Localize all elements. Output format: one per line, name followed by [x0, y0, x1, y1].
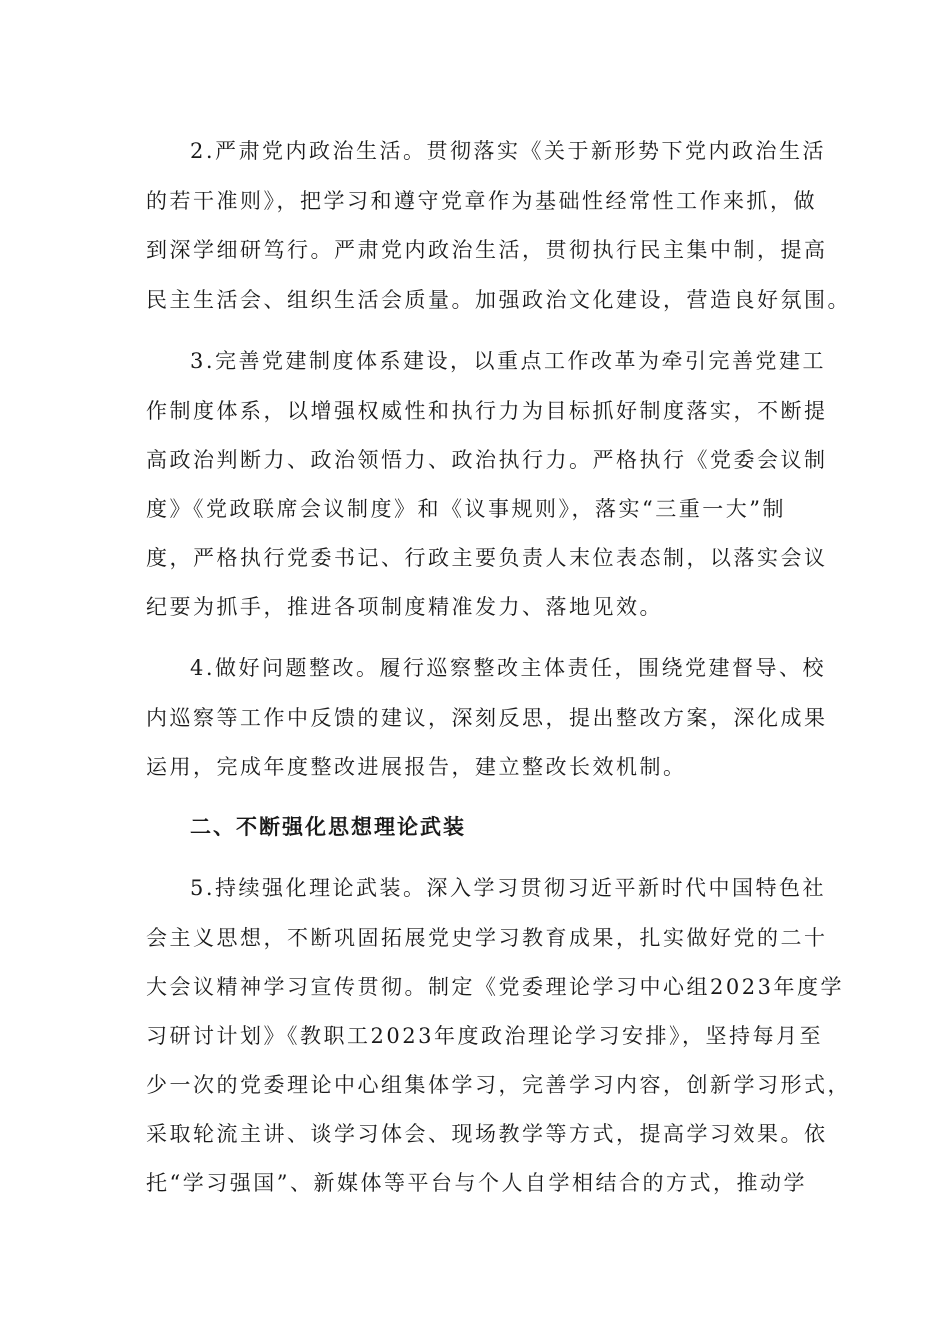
paragraph-5-line-3: 大会议精神学习宣传贯彻。制定《党委理论学习中心组2023年度学	[146, 975, 844, 999]
paragraph-3-line-4: 度》《党政联席会议制度》和《议事规则》，落实“三重一大”制	[146, 497, 786, 521]
paragraph-3-line-6: 纪要为抓手，推进各项制度精准发力、落地见效。	[146, 595, 663, 619]
paragraph-2-line-3: 到深学细研笃行。严肃党内政治生活，贯彻执行民主集中制，提高	[146, 238, 828, 262]
paragraph-3-line-5: 度，严格执行党委书记、行政主要负责人末位表态制，以落实会议	[146, 546, 828, 570]
paragraph-4-line-3: 运用，完成年度整改进展报告，建立整改长效机制。	[146, 755, 687, 779]
paragraph-5-line-5: 少一次的党委理论中心组集体学习，完善学习内容，创新学习形式，	[146, 1073, 851, 1097]
paragraph-2-line-1: 2.严肃党内政治生活。贯彻落实《关于新形势下党内政治生活	[190, 139, 827, 163]
paragraph-3-line-2: 作制度体系，以增强权威性和执行力为目标抓好制度落实，不断提	[146, 399, 828, 423]
paragraph-5-line-1: 5.持续强化理论武装。深入学习贯彻习近平新时代中国特色社	[190, 876, 827, 900]
paragraph-5-line-6: 采取轮流主讲、谈学习体会、现场教学等方式，提高学习效果。依	[146, 1122, 828, 1146]
paragraph-3-line-3: 高政治判断力、政治领悟力、政治执行力。严格执行《党委会议制	[146, 448, 828, 472]
paragraph-5-line-4: 习研讨计划》《教职工2023年度政治理论学习安排》，坚持每月至	[146, 1024, 823, 1048]
paragraph-4-line-1: 4.做好问题整改。履行巡察整改主体责任，围绕党建督导、校	[190, 656, 827, 680]
paragraph-5-line-2: 会主义思想，不断巩固拓展党史学习教育成果，扎实做好党的二十	[146, 926, 828, 950]
paragraph-2-line-4: 民主生活会、组织生活会质量。加强政治文化建设，营造良好氛围。	[146, 288, 851, 312]
paragraph-3-line-1: 3.完善党建制度体系建设，以重点工作改革为牵引完善党建工	[190, 349, 827, 373]
section-heading: 二、不断强化思想理论武装	[190, 815, 466, 839]
paragraph-5-line-7: 托“学习强国”、新媒体等平台与个人自学相结合的方式，推动学	[146, 1171, 807, 1195]
paragraph-2-line-2: 的若干准则》，把学习和遵守党章作为基础性经常性工作来抓，做	[146, 189, 817, 213]
paragraph-4-line-2: 内巡察等工作中反馈的建议，深刻反思，提出整改方案，深化成果	[146, 706, 828, 730]
